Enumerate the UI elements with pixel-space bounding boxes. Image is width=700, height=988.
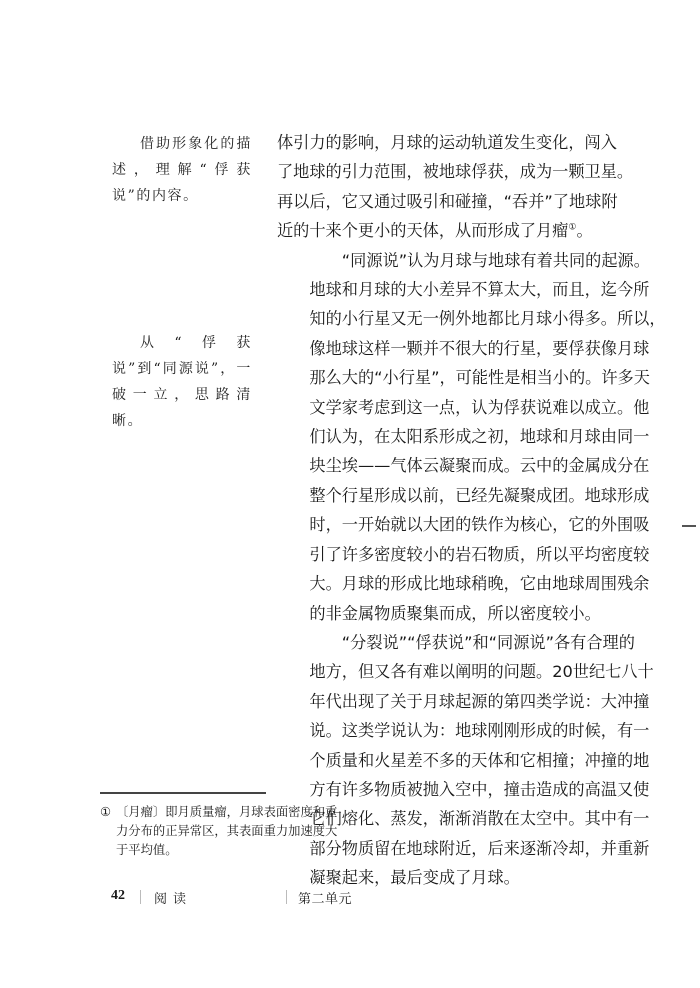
footnote (100, 803, 340, 860)
text-line: 部分物质留在地球附近，后来逐渐冷却，并重新 (309, 838, 650, 858)
text-line: 的非金属物质聚集而成，所以密度较小。 (309, 603, 601, 623)
text-line: 体引力的影响，月球的运动轨道发生变化，闯入 (277, 133, 617, 152)
text-line: 说。这类学说认为：地球刚刚形成的时候，有一 (309, 721, 650, 741)
text-line: 了地球的引力范围，被地球俘获，成为一颗卫星。 (277, 162, 634, 182)
section-label: 阅读 (154, 892, 193, 907)
unit-label: 第二单元 (298, 892, 353, 907)
text-line: 大。月球的形成比地球稍晚，它由地球周围残余 (309, 574, 650, 594)
text-line: 那么大的“小行星”，可能性是相当小的。许多天 (309, 368, 650, 388)
text-line: 像地球这样一颗并不很大的行星，要俘获像月球 (309, 338, 650, 358)
text-line: “分裂说”“俘获说”和“同源说”各有合理的 (341, 632, 635, 652)
text-line: 引了许多密度较小的岩石物质，所以平均密度较 (309, 544, 650, 564)
footer-divider (286, 890, 287, 904)
margin-note-text: 从“俘获说”到“同源说”，一破一立，思路清晰。 (112, 335, 252, 429)
footnote-text: 〔月瘤〕即月质量瘤，月球表面密度和重力分布的正异常区，其表面重力加速度大于平均值。 (116, 805, 338, 857)
text-line: 它们熔化、蒸发，渐渐消散在太空中。其中有一 (309, 809, 650, 829)
text-line: “同源说”认为月球与地球有着共同的起源。 (341, 250, 650, 270)
text-line: 时，一开始就以大团的铁作为核心，它的外围吸 (309, 515, 650, 535)
footer-divider (140, 890, 141, 904)
text-line: 们认为，在太阳系形成之初，地球和月球由同一 (309, 427, 650, 447)
page-number: 42 (111, 888, 125, 903)
text-line (277, 216, 611, 245)
text-line: 凝聚起来，最后变成了月球。 (309, 868, 520, 888)
text-line: 再以后，它又通过吸引和碰撞，“吞并”了地球附 (277, 191, 618, 211)
paragraph-1 (277, 128, 634, 246)
margin-note-text: 借助形象化的描述，理解“俘获说”的内容。 (112, 136, 252, 204)
text-line: 年代出现了关于月球起源的第四类学说：大冲撞 (309, 691, 650, 711)
page-edge-mark (682, 525, 696, 527)
text-line: 方有许多物质被抛入空中，撞击造成的高温又使 (309, 779, 650, 799)
footnote-divider (100, 792, 266, 794)
text-line: 块尘埃——气体云凝聚而成。云中的金属成分在 (309, 456, 650, 476)
paragraph-2 (277, 246, 666, 628)
text-line: 地方，但又各有难以阐明的问题。20世纪七八十 (309, 662, 654, 682)
text-segment: 近的十来个更小的天体，从而形成了月瘤 (277, 221, 569, 241)
text-line: 整个行星形成以前，已经先凝聚成团。地球形成 (309, 485, 650, 505)
text-segment: 。 (576, 221, 593, 241)
text-line: 知的小行星又无一例外地都比月球小得多。所以， (309, 309, 666, 329)
text-line: 地球和月球的大小差异不算太大，而且，迄今所 (309, 280, 650, 300)
margin-note-1 (112, 131, 252, 209)
main-body-text (277, 128, 666, 893)
footnote-reference[interactable]: ① (568, 222, 577, 233)
text-line: 文学家考虑到这一点，认为俘获说难以成立。他 (309, 397, 650, 417)
page-footer (100, 888, 600, 908)
text-line: 个质量和火星差不多的天体和它相撞；冲撞的地 (309, 750, 650, 770)
margin-note-2 (112, 330, 252, 434)
footnote-marker: ① (100, 805, 112, 819)
